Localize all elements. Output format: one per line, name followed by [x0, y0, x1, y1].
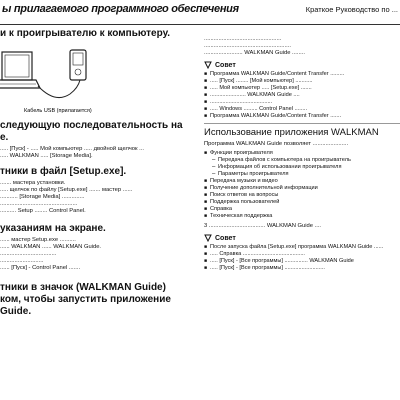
feature-sublist: – Передача файлов с компьютера на проигрыватель – Информация об использовании проигрывателя – Параметры проигрывателя	[204, 157, 400, 178]
section-launch-title-end: Guide.	[0, 306, 32, 317]
section-setup-title: тники в файл [Setup.exe].	[0, 166, 127, 177]
section-open-title: следующую последовательность на	[0, 120, 183, 131]
section-launch-title-cont: ком, чтобы запустить приложение	[0, 294, 171, 305]
page-title: ы прилагаемого программного обеспечения	[2, 3, 239, 15]
section-open-title-cont: е.	[0, 132, 9, 143]
left-column	[0, 28, 196, 400]
computer-walkman-drawing	[0, 44, 196, 116]
intro-text: ................................................ ...................................................... ........................ WALKMAN Guide ........	[204, 36, 305, 56]
section-open-body: ..... [Пуск] - ..... Мой компьютер ..... двойной щелчок ... ..... WALKMAN ..... [Storage Media].	[0, 146, 144, 159]
section-setup-body: ....... мастера установки. ..... щелчок по файлу [Setup.exe] ....... мастер ...... ........... [Storage Media] .............. ................................................ .......... Setup ........ Control Panel.	[0, 180, 133, 214]
tip2-heading: Совет	[204, 234, 400, 242]
feature-list-cont: ■ Передача музыки и видео ■ Получение дополнительной информации ■ Поиск ответов на вопросы ■ Поддержка пользователей ■ Справка ■ Техническая поддержка	[204, 178, 400, 220]
using-walkman-guide-intro: Программа WALKMAN Guide позволяет ......................	[204, 141, 349, 147]
cable-label: Кабель USB (прилагается)	[24, 108, 92, 114]
section-connect-title: и к проигрывателю к компьютеру.	[0, 28, 171, 39]
tip-list: ■ Программа WALKMAN Guide/Content Transfer ......... ■ ..... [Пуск] ........ [Мой компьютер] ........... ■ ..... Мой компьютер ..... [Setup.exe] ....... ■ ....................... WALKMAN Guide .... ■ ........................................ ■ ..... Windows ......... Control Panel ........ ■ Программа WALKMAN Guide/Content Transfer .......	[204, 71, 400, 120]
using-walkman-guide-title: Использование приложения WALKMAN	[204, 127, 379, 138]
connection-illustration	[0, 44, 196, 116]
closing-text: 3 ................................... WALKMAN Guide ....	[204, 223, 322, 229]
right-column	[204, 36, 400, 400]
divider	[204, 123, 400, 124]
lightbulb-icon	[204, 61, 212, 69]
running-head: Краткое Руководство по ...	[305, 5, 398, 14]
section-instructions-title: указаниям на экране.	[0, 223, 106, 234]
section-instructions-body: ...... мастер Setup.exe .......... ...... WALKMAN ...... WALKMAN Guide. ................................... ........................... ...... [Пуск] - Control Panel .......	[0, 237, 102, 271]
page-header	[0, 0, 400, 25]
lightbulb-icon	[204, 234, 212, 242]
laptop-icon	[0, 52, 40, 88]
walkman-player-icon	[70, 50, 86, 80]
section-launch-title: тники в значок (WALKMAN Guide)	[0, 282, 166, 293]
tip-heading: Совет	[204, 61, 400, 69]
tip2-list: ■ После запуска файла [Setup.exe] программа WALKMAN Guide ...... ■ ..... Справка ........................................ ■ ..... [Пуск] - [Все программы] ............... WALKMAN Guide ■ ..... [Пуск] - [Все программы] ..........................	[204, 244, 400, 272]
feature-list: ■ Функции проигрывателя	[204, 150, 400, 157]
